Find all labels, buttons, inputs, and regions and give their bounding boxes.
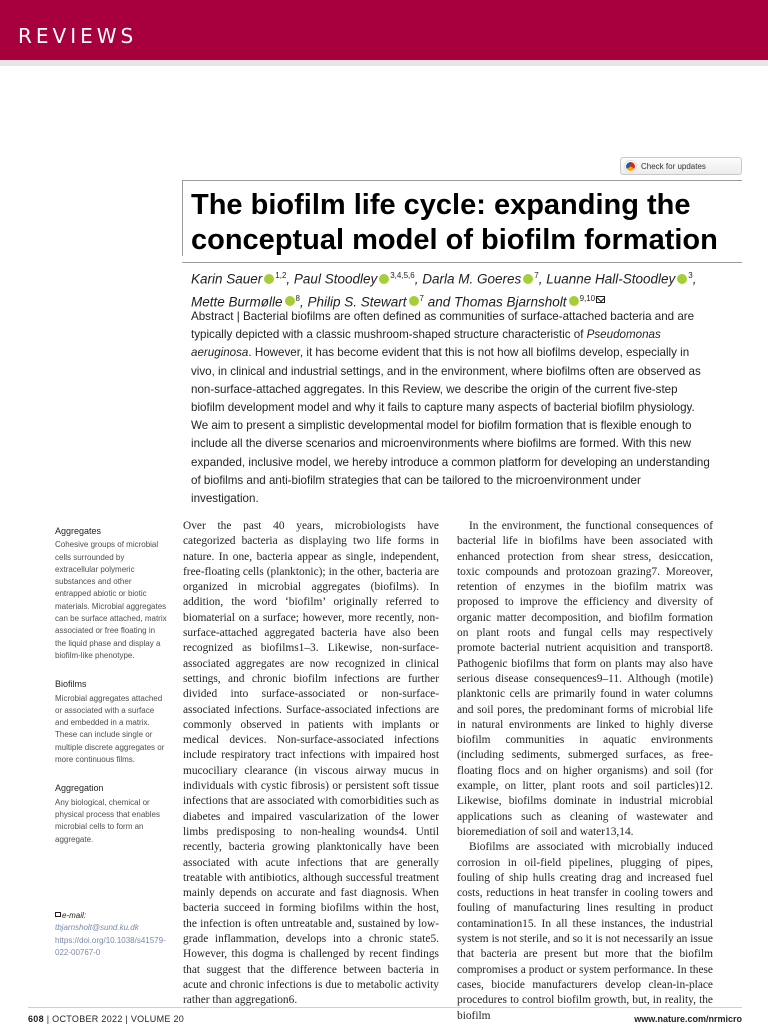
abstract-label: Abstract | — [191, 310, 243, 323]
article-title: The biofilm life cycle: expanding the conceptual model of biofilm formation — [191, 189, 718, 256]
author-affiliation: 3 — [688, 271, 693, 280]
body-paragraph: Biofilms are associated with microbially induced corrosion in oil-field pipelines, plugging of pipes, fouling of ship hulls creating drag and increased fuel costs, reductions in heat transfer in cooling towers and fouling of manufacturing lines resulting in product contamination15. In all these instances, the industrial system is not sterile, and so it is not necessarily an issue that bacteria are present but more that the biofilm compromises a product or system performance. In these cases, biocide manufacturers develop clean-in-place procedures to control biofilm growth, but, in reality, the biofilm — [457, 841, 713, 1022]
section-label: REVIEWS — [18, 24, 138, 48]
glossary-definition: Cohesive groups of microbial cells surrounded by extracellular polymeric substances and other entrapped abiotic or biotic materials. Microbial aggregates can be surface attached, matrix associated or free floating in the liquid phase and display a biofilm-like phenotype. — [55, 540, 167, 660]
body-column-left — [183, 519, 439, 1009]
issue-info: | OCTOBER 2022 | VOLUME 20 — [43, 1014, 185, 1024]
author-name: , Darla M. Goeres — [414, 271, 522, 287]
journal-header-bar — [0, 0, 768, 60]
abstract-text: . However, it has become evident that this is not how all biofilms develop, especially in vivo, in clinical and industrial settings, and in the environment, where biofilms often are observed as non-surface-attached aggregates. In this Review, we describe the origin of the current five-step biofilm development model and why it fails to capture many aspects of bacterial biofilm physiology. We aim to present a simplistic developmental model for biofilm formation that is flexible enough to include all the diverse scenarios and microenvironments where biofilms are formed. With this new expanded, inclusive model, we hereby introduce a common platform for developing an understanding of biofilms and anti-biofilm strategies that can be tailored to the microenvironment under investigation. — [191, 346, 710, 506]
correspondence-block — [55, 910, 167, 959]
glossary-sidebar — [55, 525, 167, 862]
body-paragraph: In the environment, the functional consequences of bacterial life in biofilms have been associated with enhanced protection from shear stress, desiccation, toxic compounds and protozoan grazing7. Moreover, retention of enzymes in the biofilm matrix was proposed to improve the efficiency and diversity of organic matter decomposition, and biofilm formation on plant roots and fungal cells may respectively promote bacterial nutrient acquisition and transport8. Pathogenic biofilms that form on plants may also have serious disease consequences9–11. Although (motile) planktonic cells are primarily found in water columns and soil pores, the predominant forms of microbial life in natural environments are linked to highly diverse biofilm communities in aquatic environments (including sediments, submerged surfaces, as free-floating flocs and on higher organisms) and soil (for example, on litter, plant roots and soil particles)12. Likewise, biofilms dominate in industrial microbial applications such as cleaning of wastewater and bioremediation of soil and water13,14. — [457, 520, 713, 838]
author-separator: , — [692, 271, 697, 287]
header-divider — [0, 60, 768, 66]
glossary-definition: Any biological, chemical or physical process that enables microbial cells to form an aggregate. — [55, 797, 160, 844]
author-name: , Luanne Hall-Stoodley — [538, 271, 676, 287]
glossary-definition: Microbial aggregates attached or associated with a surface and embedded in a matrix. These can include single or multiple discrete aggregates or more continuous films. — [55, 693, 165, 765]
abstract-species: Pseudomonas aeruginosa — [191, 328, 661, 360]
email-label: e-mail: — [62, 911, 87, 920]
crossmark-icon — [625, 161, 636, 172]
orcid-icon[interactable] — [264, 274, 274, 284]
author-name: , Paul Stoodley — [286, 271, 378, 287]
glossary-term: Aggregation — [55, 783, 104, 794]
author-affiliation: 7 — [534, 271, 539, 280]
check-for-updates-label: Check for updates — [641, 161, 706, 171]
body-paragraph: Over the past 40 years, microbiologists have categorized bacteria as displaying two life forms in nature. In one, bacteria appear as single, independent, free-floating cells (planktonic); in the other, bacteria are organized in microbial aggregates (biofilms). In addition, the word ‘biofilm’ originally referred to biomaterial on a surface; however, more recently, non-surface-attached aggregated bacteria have also been recognized as biofilms1–3. Likewise, non-surface-associated aggregates are now recognized in clinical settings, and chronic biofilm infections are further divided into surface-associated or non-surface-associated infections. Surface-associated infections are commonly observed in patients with implants or medical devices. Non-surface-associated infections include respiratory tract infections with impaired host mucociliary clearance (in viscous airway mucus in individuals with cystic fibrosis) or persistent soft tissue infections that are associated with comorbidities such as diabetes and impaired vascularization of the lower limbs predisposing to non-healing wounds4. Until recently, bacteria growing planktonically have been associated with acute infections that are generally treatable with antibiotics, although successful treatment mainly depends on accurate and fast diagnosis. When bacteria succeed in forming biofilms within the host, the infection is often untreatable and, sustained by low-grade inflammation, develops into a chronic state5. However, this dogma is challenged by recent findings that suggest that the difference between bacteria in acute and chronic infections is due to metabolic activity rather than aggregation6. — [183, 520, 439, 1007]
journal-url[interactable]: www.nature.com/nrmicro — [634, 1014, 742, 1024]
glossary-term: Biofilms — [55, 679, 87, 690]
doi-link[interactable]: https://doi.org/10.1038/s41579-022-00767-0 — [55, 935, 166, 957]
author-name: and Thomas Bjarnsholt — [423, 294, 567, 309]
orcid-icon[interactable] — [569, 296, 579, 306]
email-link[interactable]: tbjarnsholt@sund.ku.dk — [55, 923, 139, 933]
author-list — [191, 266, 731, 311]
author-name: Mette Burmølle — [191, 294, 283, 309]
author-affiliation: 7 — [419, 293, 424, 303]
orcid-icon[interactable] — [285, 296, 295, 306]
author-affiliation: 9,10 — [579, 293, 596, 303]
author-affiliation: 8 — [295, 293, 300, 303]
orcid-icon[interactable] — [523, 274, 533, 284]
author-name: , Philip S. Stewart — [299, 294, 407, 309]
mail-icon[interactable] — [596, 296, 605, 303]
author-affiliation: 1,2 — [275, 271, 287, 280]
author-affiliation: 3,4,5,6 — [390, 271, 415, 280]
body-column-right — [457, 519, 713, 1024]
abstract-text: Bacterial biofilms are often defined as communities of surface-attached bacteria and are typically depicted with a classic mushroom-shaped structure characteristic of — [191, 310, 695, 342]
abstract — [191, 308, 711, 508]
glossary-term: Aggregates — [55, 526, 102, 536]
orcid-icon[interactable] — [409, 296, 419, 306]
orcid-icon[interactable] — [677, 274, 687, 284]
page-number: 608 — [28, 1014, 44, 1024]
check-for-updates-button[interactable] — [620, 157, 742, 175]
title-divider — [182, 262, 742, 263]
mail-icon — [55, 912, 61, 917]
footer-issue-info — [28, 1014, 184, 1024]
orcid-icon[interactable] — [379, 274, 389, 284]
author-name: Karin Sauer — [191, 271, 263, 287]
footer-divider — [28, 1007, 742, 1008]
